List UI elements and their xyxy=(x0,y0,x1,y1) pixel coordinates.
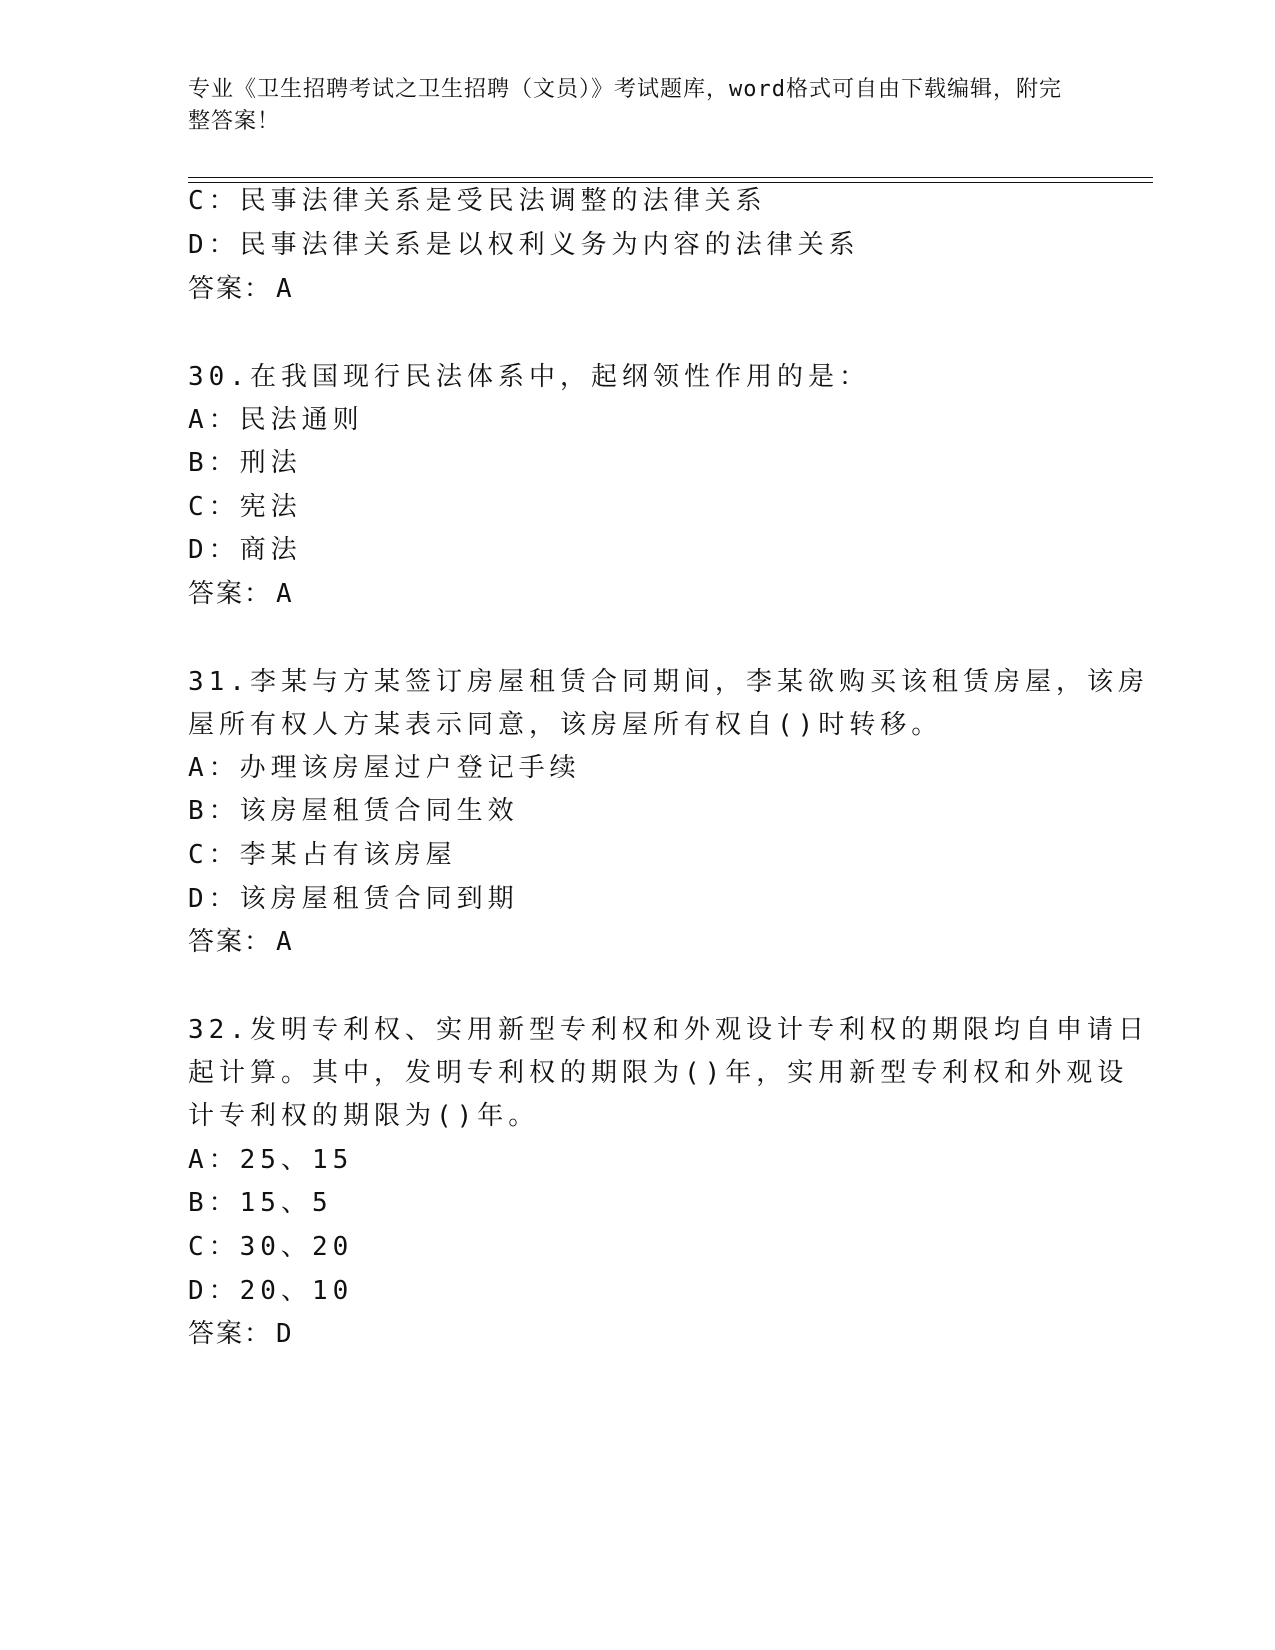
header-rule-top xyxy=(188,177,1153,178)
option-a: A：办理该房屋过户登记手续 xyxy=(188,753,581,783)
answer-label: 答案： xyxy=(188,579,273,609)
answer-value: A xyxy=(276,274,294,304)
answer-line xyxy=(188,927,294,957)
option-c: C：李某占有该房屋 xyxy=(188,840,457,870)
answer-line xyxy=(188,1319,294,1349)
header-rule-bottom xyxy=(188,182,1153,183)
answer-value: A xyxy=(276,579,294,609)
answer-label: 答案： xyxy=(188,927,273,957)
question-stem-line: 31.李某与方某签订房屋租赁合同期间，李某欲购买该租赁房屋，该房 xyxy=(188,667,1149,697)
option-c: C：民事法律关系是受民法调整的法律关系 xyxy=(188,186,767,216)
answer-line xyxy=(188,274,294,304)
answer-value: A xyxy=(276,927,294,957)
option-c: C：宪法 xyxy=(188,492,302,522)
option-d: D：商法 xyxy=(188,535,302,565)
document-header: 专业《卫生招聘考试之卫生招聘（文员）》考试题库，word格式可自由下载编辑，附完整答案！ xyxy=(188,77,1062,134)
option-b: B：刑法 xyxy=(188,448,302,478)
answer-label: 答案： xyxy=(188,1319,273,1349)
option-c: C：30、20 xyxy=(188,1232,354,1262)
option-d: D：该房屋租赁合同到期 xyxy=(188,884,519,914)
answer-value: D xyxy=(276,1319,294,1349)
option-a: A：民法通则 xyxy=(188,405,364,435)
option-a: A：25、15 xyxy=(188,1145,354,1175)
question-stem-line: 计专利权的期限为()年。 xyxy=(188,1101,540,1131)
option-d: D：民事法律关系是以权利义务为内容的法律关系 xyxy=(188,230,860,260)
option-b: B：15、5 xyxy=(188,1188,333,1218)
option-d: D：20、10 xyxy=(188,1276,354,1306)
question-stem-line: 屋所有权人方某表示同意，该房屋所有权自()时转移。 xyxy=(188,710,943,740)
question-stem: 30.在我国现行民法体系中，起纲领性作用的是： xyxy=(188,362,870,392)
answer-label: 答案： xyxy=(188,274,273,304)
answer-line xyxy=(188,579,294,609)
option-b: B：该房屋租赁合同生效 xyxy=(188,796,519,826)
question-stem-line: 起计算。其中，发明专利权的期限为()年，实用新型专利权和外观设 xyxy=(188,1058,1129,1088)
question-stem-line: 32.发明专利权、实用新型专利权和外观设计专利权的期限均自申请日 xyxy=(188,1015,1149,1045)
